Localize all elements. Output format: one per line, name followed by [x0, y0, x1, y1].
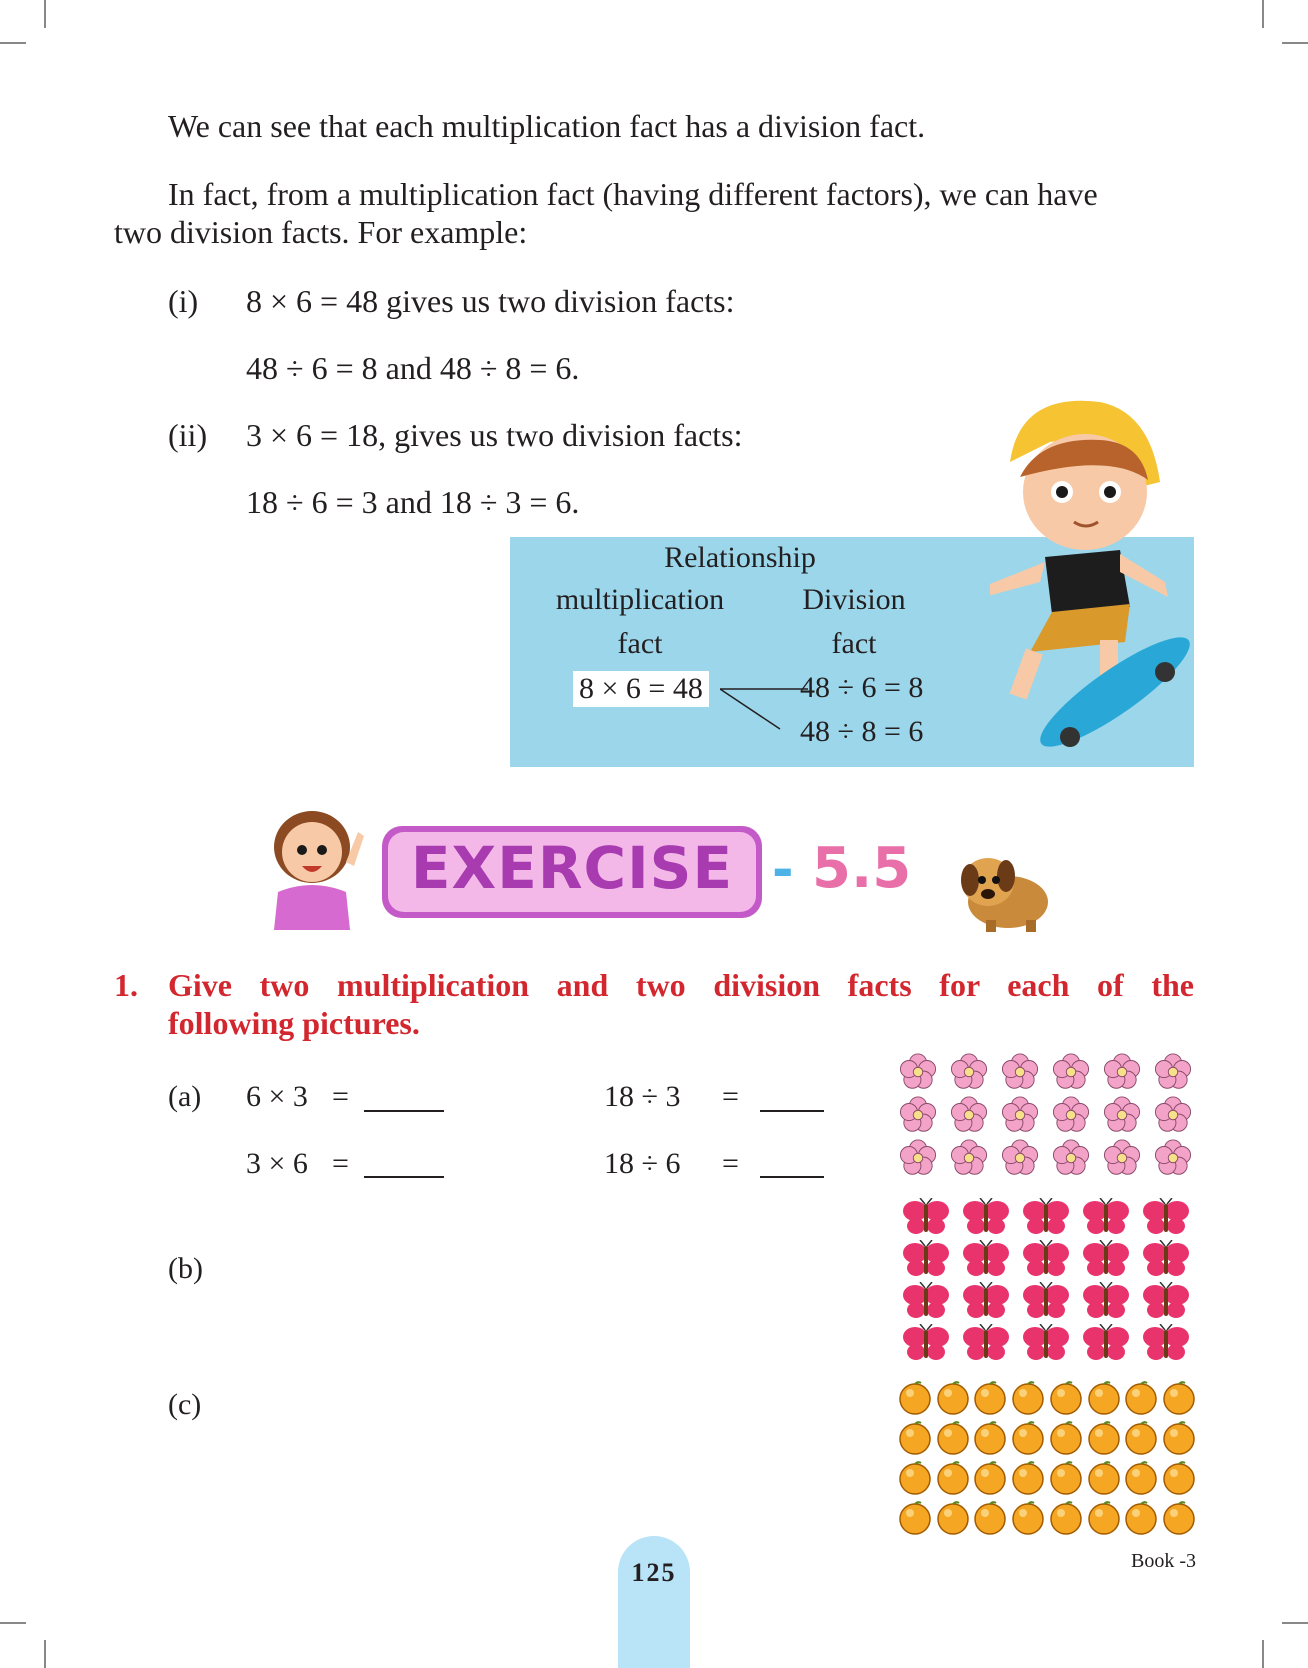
- page-number: 125: [631, 1558, 677, 1587]
- flower-icon: [943, 1093, 994, 1136]
- butterfly-icon: [1076, 1322, 1136, 1364]
- part-b-marker: (b): [168, 1252, 203, 1285]
- fruit-icon: [1123, 1498, 1161, 1538]
- fruit-icon: [1047, 1378, 1085, 1418]
- part-a-row2-left: 3 × 6: [246, 1147, 308, 1180]
- butterfly-icon: [956, 1322, 1016, 1364]
- example-marker-ii: (ii): [168, 417, 208, 453]
- fruit-icon: [1009, 1418, 1047, 1458]
- fruit-icon: [1085, 1418, 1123, 1458]
- part-a-row1-left: 6 × 3: [246, 1080, 308, 1113]
- div-heading-2: fact: [831, 627, 877, 660]
- question-number: 1.: [114, 967, 138, 1003]
- butterfly-icon: [1016, 1196, 1076, 1238]
- fruit-icon: [1085, 1498, 1123, 1538]
- fruit-icon: [934, 1458, 972, 1498]
- fruit-icon: [1123, 1458, 1161, 1498]
- flower-icon: [1147, 1093, 1198, 1136]
- mult-heading-1: multiplication: [555, 583, 725, 616]
- answer-blank[interactable]: [364, 1172, 444, 1178]
- flower-icon: [994, 1050, 1045, 1093]
- question-text-line-2: following pictures.: [168, 1005, 420, 1041]
- crop-mark: [1282, 42, 1308, 44]
- part-a-row1-right-equals: =: [722, 1080, 739, 1113]
- butterfly-icon: [956, 1196, 1016, 1238]
- part-a-row2-right-equals: =: [722, 1147, 739, 1180]
- fruit-icon: [1009, 1498, 1047, 1538]
- crop-mark: [1282, 1622, 1308, 1624]
- flower-icon: [1045, 1050, 1096, 1093]
- part-a-row1-equals: =: [332, 1080, 349, 1113]
- crop-mark: [0, 42, 26, 44]
- flower-icon: [1096, 1050, 1147, 1093]
- fruit-icon: [934, 1498, 972, 1538]
- butterfly-icon: [1076, 1280, 1136, 1322]
- butterfly-icon: [1016, 1322, 1076, 1364]
- fruit-icon: [972, 1498, 1010, 1538]
- intro-line-1: We can see that each multiplication fact has a division fact.: [168, 108, 926, 144]
- butterfly-icon: [1136, 1238, 1196, 1280]
- butterfly-icon: [1016, 1238, 1076, 1280]
- fruit-icon: [934, 1378, 972, 1418]
- butterfly-icon: [1076, 1238, 1136, 1280]
- relationship-arrows: [720, 677, 810, 737]
- fruit-icon: [934, 1418, 972, 1458]
- div-fact-1: 48 ÷ 6 = 8: [800, 671, 924, 704]
- exercise-number: 5.5: [812, 836, 912, 901]
- example-division-i: 48 ÷ 6 = 8 and 48 ÷ 8 = 6.: [246, 350, 580, 386]
- page-number-tab: [618, 1536, 690, 1668]
- fruit-icon: [972, 1418, 1010, 1458]
- div-fact-2: 48 ÷ 8 = 6: [800, 715, 924, 748]
- fruit-icon: [896, 1418, 934, 1458]
- flower-icon: [1096, 1093, 1147, 1136]
- fruit-icon: [896, 1378, 934, 1418]
- part-a-row2-right: 18 ÷ 6: [604, 1147, 681, 1180]
- fruit-icon: [1009, 1378, 1047, 1418]
- intro-line-2a: In fact, from a multiplication fact (having different factors), we can have: [168, 176, 1098, 212]
- fruit-icon: [1009, 1458, 1047, 1498]
- fruit-grid: [896, 1378, 1198, 1538]
- crop-mark: [0, 1622, 26, 1624]
- butterfly-icon: [956, 1280, 1016, 1322]
- flower-icon: [994, 1137, 1045, 1180]
- mult-fact-box: 8 × 6 = 48: [573, 671, 709, 707]
- fruit-icon: [1123, 1378, 1161, 1418]
- exercise-dash: -: [772, 840, 794, 900]
- answer-blank[interactable]: [364, 1106, 444, 1112]
- butterfly-icon: [1136, 1196, 1196, 1238]
- flower-icon: [892, 1093, 943, 1136]
- flower-icon: [1045, 1137, 1096, 1180]
- fruit-icon: [1085, 1378, 1123, 1418]
- flower-icon: [994, 1093, 1045, 1136]
- dog-illustration: [956, 850, 1052, 934]
- part-a-row2-equals: =: [332, 1147, 349, 1180]
- part-a-row1-right: 18 ÷ 3: [604, 1080, 681, 1113]
- fruit-icon: [972, 1458, 1010, 1498]
- answer-blank[interactable]: [760, 1172, 824, 1178]
- answer-blank[interactable]: [760, 1106, 824, 1112]
- fruit-icon: [1085, 1458, 1123, 1498]
- example-fact-ii: 3 × 6 = 18, gives us two division facts:: [246, 417, 743, 453]
- butterfly-icon: [896, 1322, 956, 1364]
- relationship-title: Relationship: [664, 541, 816, 574]
- crop-mark: [44, 1640, 46, 1668]
- fruit-icon: [1160, 1498, 1198, 1538]
- butterfly-icon: [896, 1280, 956, 1322]
- butterfly-icon: [896, 1238, 956, 1280]
- mult-heading-2: fact: [617, 627, 663, 660]
- flower-icon: [1096, 1137, 1147, 1180]
- skateboard-boy-illustration: [990, 392, 1190, 767]
- flower-icon: [892, 1050, 943, 1093]
- example-marker-i: (i): [168, 283, 199, 319]
- flower-icon: [943, 1050, 994, 1093]
- fruit-icon: [1160, 1458, 1198, 1498]
- butterfly-icon: [1136, 1280, 1196, 1322]
- butterfly-icon: [1136, 1322, 1196, 1364]
- example-fact-i: 8 × 6 = 48 gives us two division facts:: [246, 283, 735, 319]
- crop-mark: [1262, 1640, 1264, 1668]
- fruit-icon: [972, 1378, 1010, 1418]
- butterfly-icon: [956, 1238, 1016, 1280]
- butterfly-icon: [1076, 1196, 1136, 1238]
- fruit-icon: [1160, 1418, 1198, 1458]
- example-division-ii: 18 ÷ 6 = 3 and 18 ÷ 3 = 6.: [246, 484, 580, 520]
- div-heading-1: Division: [802, 583, 906, 616]
- crop-mark: [44, 0, 46, 28]
- fruit-icon: [1047, 1418, 1085, 1458]
- girl-illustration: [258, 802, 370, 932]
- flower-icon: [1147, 1137, 1198, 1180]
- fruit-icon: [1160, 1378, 1198, 1418]
- flower-icon: [1147, 1050, 1198, 1093]
- flower-grid: [892, 1050, 1198, 1180]
- intro-line-2b: two division facts. For example:: [114, 214, 528, 250]
- flower-icon: [943, 1137, 994, 1180]
- exercise-title: EXERCISE: [410, 834, 734, 902]
- book-label: Book -3: [1131, 1550, 1196, 1572]
- butterfly-icon: [896, 1196, 956, 1238]
- fruit-icon: [1123, 1418, 1161, 1458]
- part-a-marker: (a): [168, 1080, 202, 1113]
- butterfly-grid: [896, 1196, 1196, 1364]
- flower-icon: [892, 1137, 943, 1180]
- flower-icon: [1045, 1093, 1096, 1136]
- part-c-marker: (c): [168, 1388, 202, 1421]
- fruit-icon: [896, 1458, 934, 1498]
- crop-mark: [1262, 0, 1264, 28]
- butterfly-icon: [1016, 1280, 1076, 1322]
- question-text-line-1: Give two multiplication and two division facts for each of the: [168, 967, 1194, 1003]
- fruit-icon: [1047, 1498, 1085, 1538]
- fruit-icon: [1047, 1458, 1085, 1498]
- fruit-icon: [896, 1498, 934, 1538]
